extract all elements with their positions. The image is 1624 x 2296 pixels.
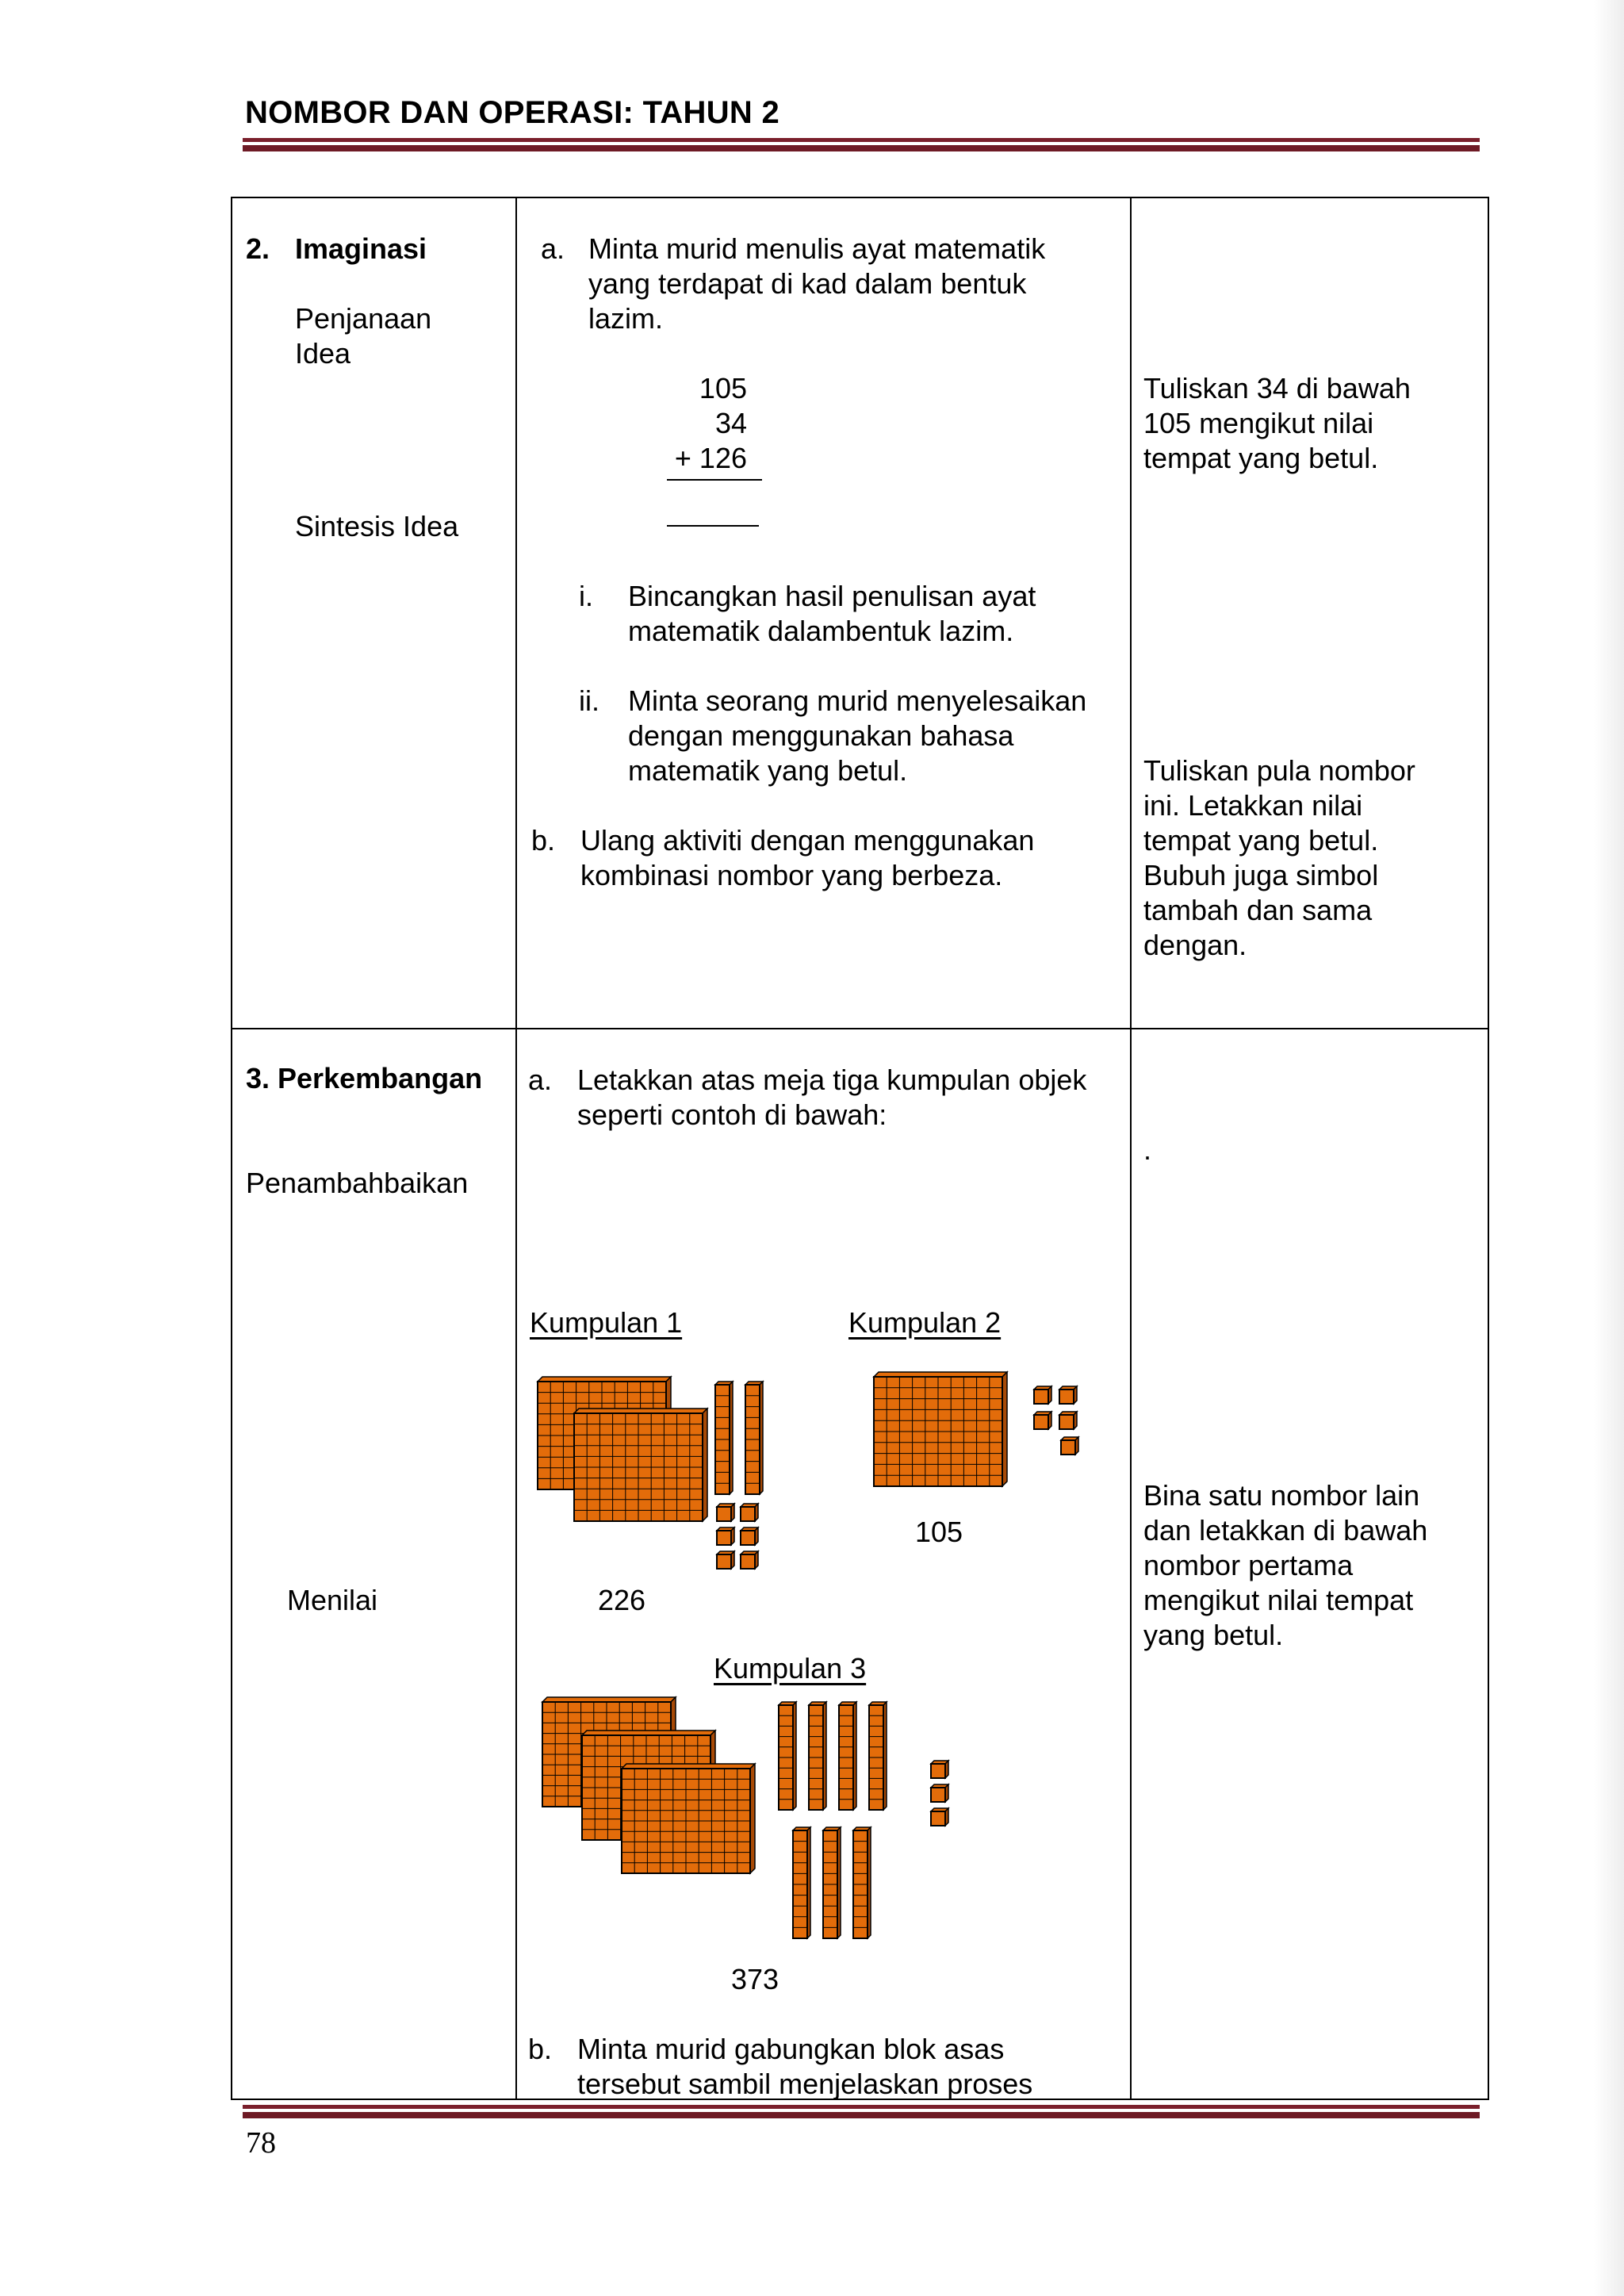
addend: 105 <box>699 372 747 404</box>
group-number-1: 226 <box>598 1584 646 1616</box>
instruction-line: Bincangkan hasil penulisan ayat <box>628 580 1036 612</box>
one-cube <box>1059 1386 1077 1404</box>
one-cube <box>931 1761 948 1778</box>
instruction-line: lazim. <box>588 302 664 335</box>
instruction-line: seperti contoh di bawah: <box>577 1098 887 1131</box>
one-cube <box>1059 1412 1077 1429</box>
one-cube <box>741 1504 758 1521</box>
step-title: Imaginasi <box>295 232 427 265</box>
one-cube <box>717 1551 734 1569</box>
note-line: yang betul. <box>1143 1619 1284 1651</box>
ten-rod <box>869 1702 887 1810</box>
note-line: tempat yang betul. <box>1143 442 1379 474</box>
instruction-line: Minta seorang murid menyelesaikan <box>628 684 1087 717</box>
substep-label: Menilai <box>287 1584 378 1616</box>
item-marker: a. <box>541 232 565 265</box>
addend: + 126 <box>674 442 747 474</box>
note-line: Bina satu nombor lain <box>1143 1479 1420 1512</box>
substep-label: Sintesis Idea <box>295 510 459 542</box>
ten-rod <box>793 1827 810 1938</box>
ten-rod <box>779 1702 796 1810</box>
note-line: mengikut nilai tempat <box>1143 1584 1414 1616</box>
instruction-line: yang terdapat di kad dalam bentuk <box>588 267 1027 300</box>
instruction-line: matematik yang betul. <box>628 754 908 787</box>
item-marker: ii. <box>579 684 599 717</box>
instruction-line: Minta murid menulis ayat matematik <box>588 232 1046 265</box>
note-line: Tuliskan pula nombor <box>1143 754 1415 787</box>
instruction-line: dengan menggunakan bahasa <box>628 719 1014 752</box>
one-cube <box>717 1527 734 1545</box>
note-line: nombor pertama <box>1143 1549 1354 1581</box>
substep-label: Idea <box>295 337 351 370</box>
one-cube <box>931 1808 948 1826</box>
one-cube <box>931 1784 948 1802</box>
group-number-3: 373 <box>731 1963 779 1995</box>
one-cube <box>1034 1386 1051 1404</box>
instruction-line: Letakkan atas meja tiga kumpulan objek <box>577 1064 1087 1096</box>
item-marker: b. <box>528 2033 553 2065</box>
note-line: Bubuh juga simbol <box>1143 859 1379 891</box>
note-line: 105 mengikut nilai <box>1143 407 1374 439</box>
note-line: tambah dan sama <box>1143 894 1373 926</box>
item-marker: i. <box>579 580 593 612</box>
item-marker: a. <box>528 1064 553 1096</box>
group-label-3: Kumpulan 3 <box>714 1652 867 1685</box>
hundred-flat <box>574 1409 707 1521</box>
page-number: 78 <box>246 2126 276 2160</box>
hundred-flat <box>874 1372 1007 1486</box>
note-line: ini. Letakkan nilai <box>1143 789 1363 822</box>
page-header-title: NOMBOR DAN OPERASI: TAHUN 2 <box>245 95 780 130</box>
one-cube <box>717 1504 734 1521</box>
one-cube <box>741 1527 758 1545</box>
group-label-2: Kumpulan 2 <box>848 1306 1002 1339</box>
one-cube <box>1061 1437 1078 1455</box>
item-marker: b. <box>531 824 556 857</box>
instruction-line: Ulang aktiviti dengan menggunakan <box>580 824 1035 857</box>
group-number-2: 105 <box>915 1516 963 1548</box>
footer-rule <box>243 2105 1480 2118</box>
ten-rod <box>823 1827 841 1938</box>
note-line: Tuliskan 34 di bawah <box>1143 372 1411 404</box>
instruction-line: matematik dalambentuk lazim. <box>628 615 1014 647</box>
instruction-line: tersebut sambil menjelaskan proses <box>577 2068 1033 2100</box>
step-number: 2. <box>246 232 270 265</box>
ten-rod <box>853 1827 871 1938</box>
instruction-line: Minta murid gabungkan blok asas <box>577 2033 1005 2065</box>
note-line: dan letakkan di bawah <box>1143 1514 1428 1547</box>
instruction-line: kombinasi nombor yang berbeza. <box>580 859 1003 891</box>
addend: 34 <box>714 407 747 439</box>
ten-rod <box>715 1382 733 1494</box>
substep-label: Penjanaan <box>295 302 432 335</box>
one-cube <box>1034 1412 1051 1429</box>
note-line: tempat yang betul. <box>1143 824 1379 857</box>
substep-label: Penambahbaikan <box>246 1167 469 1199</box>
one-cube <box>741 1551 758 1569</box>
hundred-flat <box>622 1764 755 1873</box>
ten-rod <box>809 1702 826 1810</box>
note-dot: . <box>1143 1133 1152 1166</box>
ten-rod <box>839 1702 856 1810</box>
note-line: dengan. <box>1143 929 1247 961</box>
ten-rod <box>745 1382 763 1494</box>
step-title: 3. Perkembangan <box>246 1062 483 1094</box>
group-label-1: Kumpulan 1 <box>530 1306 683 1339</box>
